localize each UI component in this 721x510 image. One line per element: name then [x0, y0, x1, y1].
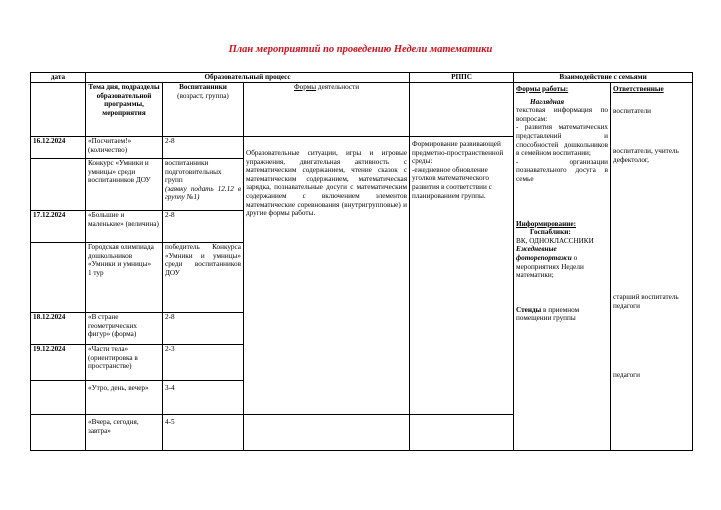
rpps-text: Формирование развивающей предметно-пространственной среды:	[412, 140, 504, 166]
row-date	[31, 415, 86, 451]
row-topic-extra: 1 тур	[88, 268, 104, 277]
plan-table	[30, 72, 693, 451]
family-item-1: - развития математических представлений и способностей дошкольников в семейном воспитании;	[516, 123, 609, 158]
header-edu-process: Образовательный процесс	[86, 73, 410, 83]
row-date: 16.12.2024	[31, 137, 86, 159]
row-pupils: 2-8	[163, 137, 244, 159]
header-pupils	[163, 83, 244, 137]
row-date: 18.12.2024	[31, 313, 86, 345]
visual-info-title: Наглядная	[530, 97, 565, 106]
row-pupils-text: воспитанники подготовительных групп	[165, 159, 222, 185]
rpps-cell	[410, 137, 514, 415]
header-family: Взаимодействие с семьями	[514, 73, 693, 83]
responsible-4: педагоги	[613, 370, 640, 379]
photo-title: Ежедневные фоторепортажи	[516, 245, 572, 262]
responsible-header: Ответственные	[613, 85, 664, 93]
family-item-2: - организации познавательного досуга в семье	[516, 157, 609, 183]
stands-text: в приемном помещении группы	[516, 305, 580, 323]
row-date	[31, 243, 86, 313]
row-topic: Конкурс «Умники и умницы» среди воспитанников ДОУ	[86, 159, 163, 211]
responsible-3: старший воспитатель педагоги	[613, 293, 679, 310]
header-pupils-sub: (возраст, группа)	[177, 91, 229, 100]
info-title: Информирование:	[516, 219, 577, 228]
row-topic: «Утро, день, вечер»	[86, 381, 163, 415]
activity-forms-bottom	[244, 415, 410, 451]
activity-forms-cell: Образовательные ситуации, игры и игровые упражнения, двигательная активность с математическим содержанием, чтение сказок с математическим содержанием, математическая зарядка, познавательные досуги с математическим содержанием с включением элементов математические соревнования (внутригрупповые) и другие формы работы.	[244, 137, 410, 415]
row-topic: «Большие и маленькие» (величина)	[86, 211, 163, 243]
row-date: 19.12.2024	[31, 345, 86, 381]
family-work-header: Формы работы:	[516, 85, 569, 93]
row-pupils-note: (заявку подать 12.12 в группу №1)	[165, 184, 241, 202]
responsible-2: воспитатели, учитель дефектолог,	[613, 147, 679, 164]
header-rpps-empty	[410, 83, 514, 137]
row-date: 17.12.2024	[31, 211, 86, 243]
responsible-1: воспитатели	[613, 106, 652, 115]
row-topic	[86, 243, 163, 313]
header-rpps: РППС	[410, 73, 514, 83]
stands-title: Стенды	[516, 305, 542, 314]
row-topic: «В стране геометрических фигур» (форма)	[86, 313, 163, 345]
row-pupils: 2-8	[163, 313, 244, 345]
row-topic-text: Городская олимпиада дошкольников «Умники и умницы»	[88, 243, 154, 269]
row-pupils	[163, 159, 244, 211]
social-text: ВК, ОДНОКЛАССНИКИ	[516, 236, 594, 245]
row-topic: «Вчера, сегодня, завтра»	[86, 415, 163, 451]
responsible-cell	[611, 83, 693, 451]
row-date	[31, 159, 86, 211]
header-date-empty	[31, 83, 86, 137]
photo-text: о мероприятиях Недели математики;	[516, 253, 584, 280]
row-date	[31, 381, 86, 415]
visual-info-text: текстовая информация по вопросам:	[516, 106, 609, 123]
row-pupils: победитель Конкурса «Умники и умницы» среди воспитанников ДОУ	[163, 243, 244, 313]
row-pupils: 2-3	[163, 345, 244, 381]
family-work-cell	[514, 83, 611, 451]
header-forms	[244, 83, 410, 137]
header-date: дата	[31, 73, 86, 83]
row-pupils: 2-8	[163, 211, 244, 243]
rpps-item: -ежедневное обновление уголков математического развития в соответствии с планированием группы.	[412, 165, 492, 200]
rpps-bottom	[410, 415, 514, 451]
header-forms-rest: деятельности	[316, 83, 360, 91]
header-pupils-title: Воспитанники	[179, 83, 227, 91]
row-topic: «Посчитаем!» (количество)	[86, 137, 163, 159]
row-pupils: 4-5	[163, 415, 244, 451]
page-title: План мероприятий по проведению Недели математики	[228, 44, 493, 55]
header-forms-u: Формы	[293, 83, 317, 91]
row-topic: «Части тела» (ориентировка в пространстве)	[86, 345, 163, 381]
row-pupils: 3-4	[163, 381, 244, 415]
gospublics-label: Госпаблики:	[530, 228, 571, 237]
header-topic: Тема дня, подразделы образовательной программы, мероприятия	[86, 83, 163, 137]
